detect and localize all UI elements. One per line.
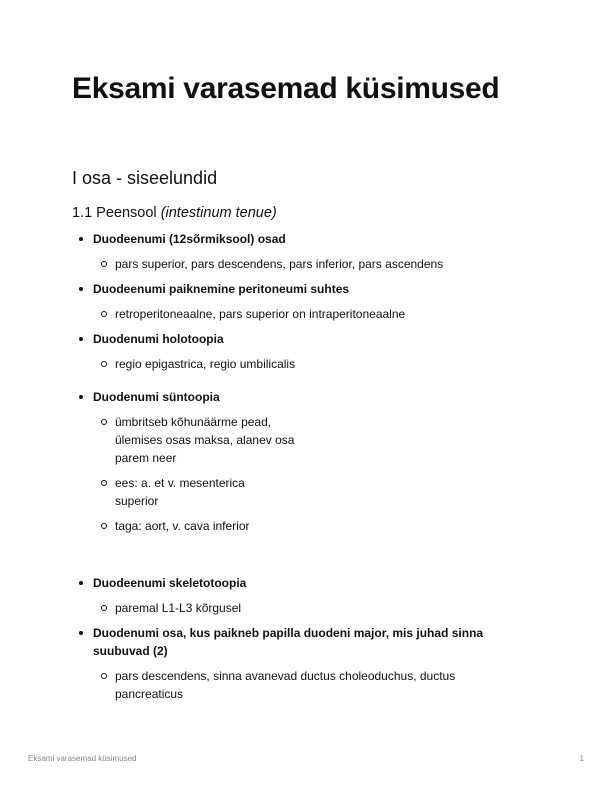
question: Duodeenumi paiknemine peritoneumi suhtes [72, 280, 542, 298]
subsection-heading [72, 205, 277, 221]
sub-list-item [72, 517, 542, 535]
answer: pars descendens, sinna avanevad ductus choleoduchus, ductus pancreaticus [72, 667, 495, 703]
list-item [72, 230, 542, 273]
footer-title: Eksami varasemad küsimused [28, 754, 137, 763]
list-item [72, 388, 542, 406]
subsection-latin: (intestinum tenue) [160, 205, 277, 221]
question: Duodeenumi skeletotoopia [72, 574, 542, 592]
sub-list-item [72, 474, 542, 510]
answer: retroperitoneaalne, pars superior on intraperitoneaalne [72, 305, 542, 323]
list-item [72, 330, 542, 373]
subsection-name: 1.1 Peensool [72, 205, 157, 221]
list-item [72, 280, 542, 323]
answer: ümbritseb kõhunäärme pead, ülemises osas maksa, alanev osa parem neer [72, 413, 305, 467]
sub-list-item [72, 413, 542, 467]
page-title: Eksami varasemad küsimused [72, 72, 500, 105]
answer: ees: a. et v. mesenterica superior [72, 474, 265, 510]
list-item [72, 574, 542, 617]
answer: pars superior, pars descendens, pars inferior, pars ascendens [72, 255, 542, 273]
question: Duodeenumi (12sõrmiksool) osad [72, 230, 542, 248]
answer: taga: aort, v. cava inferior [72, 517, 542, 535]
section-heading: I osa - siseelundid [72, 168, 218, 188]
question: Duodenumi osa, kus paikneb papilla duodeni major, mis juhad sinna suubuvad (2) [72, 624, 493, 660]
answer: paremal L1-L3 kõrgusel [72, 599, 542, 617]
list-item [72, 624, 542, 703]
answer: regio epigastrica, regio umbilicalis [72, 355, 542, 373]
question: Duodenumi holotoopia [72, 330, 542, 348]
page-number: 1 [579, 754, 584, 763]
question: Duodenumi süntoopia [72, 388, 542, 406]
